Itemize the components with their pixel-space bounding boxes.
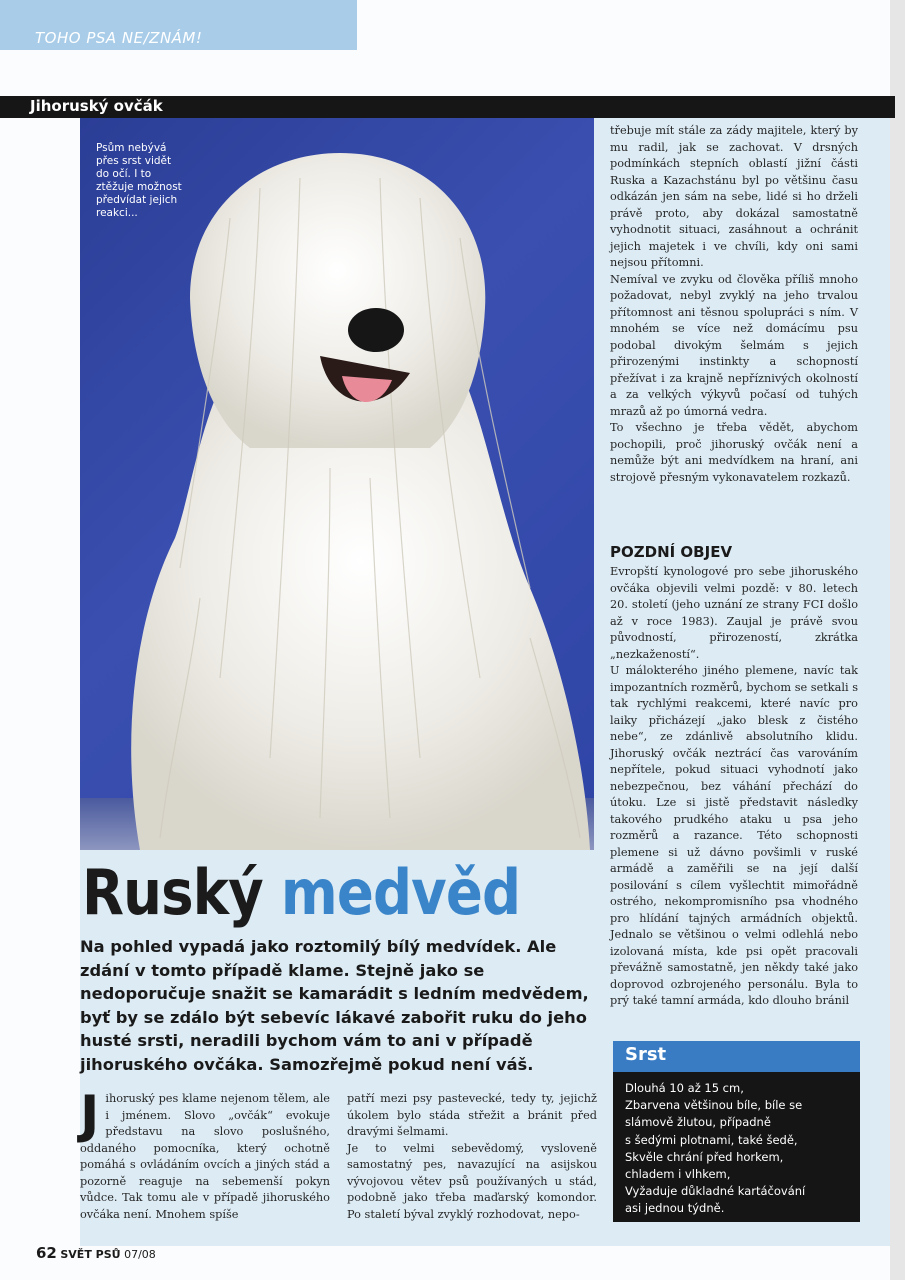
dog-photo — [80, 118, 594, 850]
srst-line: Vyžaduje důkladné kartáčování — [625, 1184, 806, 1199]
page-edge-shadow — [890, 0, 905, 1280]
right-column-top — [610, 123, 858, 486]
banner-text: TOHO PSA NE/ZNÁM! — [35, 29, 203, 47]
issue-number: 07/08 — [124, 1248, 156, 1261]
subheading: POZDNÍ OBJEV — [610, 543, 733, 561]
srst-line: slámově žlutou, případně — [625, 1115, 771, 1130]
srst-line: Dlouhá 10 až 15 cm, — [625, 1081, 744, 1095]
caption-line: Psům nebývá — [96, 142, 167, 154]
paragraph: patří mezi psy pastevecké, tedy ty, jejichž úkolem bylo stáda střežit a bránit před dravými šelmami. — [347, 1092, 597, 1138]
paragraph: třebuje mít stále za zády majitele, který by mu radil, jak se zachovat. V drsných podmínkách stepních oblastí jižní části Ruska a Kazachstánu byl po většinu času odkázán jen sám na sebe, lidé si ho drželi právě proto, aby dokázal samostatně vyhodnotit situaci, zasáhnout a ochránit jejich majetek i ve chvíli, kdy oni sami nejsou přítomni. — [610, 124, 858, 269]
caption-line: ztěžuje možnost — [96, 181, 182, 193]
paragraph: Evropští kynologové pro sebe jihoruského ovčáka objevili velmi pozdě: v 80. letech 20. století (jeho uznání ze strany FCI došlo až v roce 1983). Zaujal je právě svou původností, přirozeností, zkrátka „nezkažeností“. — [610, 565, 858, 661]
paragraph: Nemíval ve zvyku od člověka příliš mnoho požadovat, nebyl zvyklý na jeho trvalou přítomnost ani těsnou spolupráci s ním. V mnohém se více než domácímu psu podobal divokým šelmám s jejich přirozenými instinkty a schopností přežívat i za krajně nepříznivých okolností a za velkých výkyvů počasí od tuhých mrazů až po úmorná vedra. — [610, 272, 858, 418]
srst-line: chladem i vlhkem, — [625, 1167, 731, 1182]
caption-line: do očí. I to — [96, 168, 152, 180]
bottom-column-2 — [347, 1091, 597, 1223]
section-title: Jihoruský ovčák — [30, 97, 163, 115]
paragraph: To všechno je třeba vědět, abychom pochopili, proč jihoruský ovčák není a nemůže být ani medvídkem na hraní, ani strojově přesným vykonavatelem rozkazů. — [610, 421, 858, 484]
right-column-bottom — [610, 564, 858, 1010]
page-number: 62 — [36, 1244, 57, 1262]
srst-line: Zbarvena většinou bíle, bíle se — [625, 1098, 803, 1113]
paragraph: U málokterého jiného plemene, navíc tak impozantních rozměrů, bychom se setkali s tak rychlými reakcemi, které navíc pro laiky přicházejí „jako blesk z čistého nebe“, ze zdánlivě absolutního klidu. Jihoruský ovčák neztrácí čas varováním nepřítele, pokud situaci vyhodnotí jako nebezpečnou, bez váhání přechází do útoku. Lze si jistě představit následky takového prudkého ataku u psa jeho rozměrů a razance. Této schopnosti plemene si už dávno povšimli v ruské armádě a zaměřili se na její další posilování s cílem vyšlechtit mimořádně ostrého, nekompromisního psa vhodného pro hlídání tajných armádních objektů. Jednalo se většinou o velmi odlehlá nebo izolovaná místa, kde psi opět pracovali převážně samostatně, jen někdy také jako doprovod ozbrojeného personálu. Byla to prý také tamní armáda, kdo dlouho bránil — [610, 664, 858, 1007]
lead-paragraph: Na pohled vypadá jako roztomilý bílý medvídek. Ale zdání v tomto případě klame. Stejně jako se nedoporučuje snažit se kamarádit s ledním medvědem, byť by se zdálo být sebevíc lákavé zabořit ruku do jeho husté srsti, neradili bychom vám to ani v případě jihoruského ovčáka. Samozřejmě pokud není váš. — [80, 937, 589, 1074]
srst-line: Skvěle chrání před horkem, — [625, 1149, 784, 1164]
srst-box-text — [625, 1080, 853, 1218]
section-bar — [0, 96, 895, 118]
article-title — [82, 858, 520, 928]
caption-line: předvídat jejich — [96, 194, 178, 206]
title-word-1: Ruský — [82, 856, 263, 929]
drop-cap: J — [80, 1085, 100, 1145]
magazine-name: SVĚT PSŮ — [60, 1248, 121, 1261]
top-banner — [0, 0, 357, 50]
paragraph: Je to velmi sebevědomý, vysloveně samostatný pes, navazující na asijskou vývojovou větev psů používaných u stád, podobně jako třeba maďarský komondor. Po staletí býval zvyklý rozhodovat, nepo- — [347, 1141, 597, 1221]
srst-line: s šedými plotnami, také šedě, — [625, 1132, 798, 1147]
bottom-column-1 — [80, 1085, 330, 1223]
caption-line: reakci... — [96, 207, 138, 219]
photo-caption — [96, 142, 206, 220]
paragraph: ihoruský pes klame nejenom tělem, ale i jménem. Slovo „ovčák“ evokuje představu na slovo poslušného, oddaného pomocníka, který ochotně pomáhá s ovládáním ovcích a jiných stád a pozorně reaguje na sebemenší pokyn vůdce. Tak tomu ale v případě jihoruského ovčáka není. Mnohem spíše — [80, 1092, 330, 1221]
title-word-2: medvěd — [280, 856, 521, 929]
srst-box — [613, 1072, 860, 1222]
caption-line: přes srst vidět — [96, 155, 172, 167]
dog-photo-icon — [80, 118, 594, 850]
page-footer — [36, 1244, 156, 1262]
srst-box-title: Srst — [625, 1044, 667, 1065]
srst-box-header — [613, 1041, 860, 1072]
srst-line: asi jednou týdně. — [625, 1201, 725, 1216]
